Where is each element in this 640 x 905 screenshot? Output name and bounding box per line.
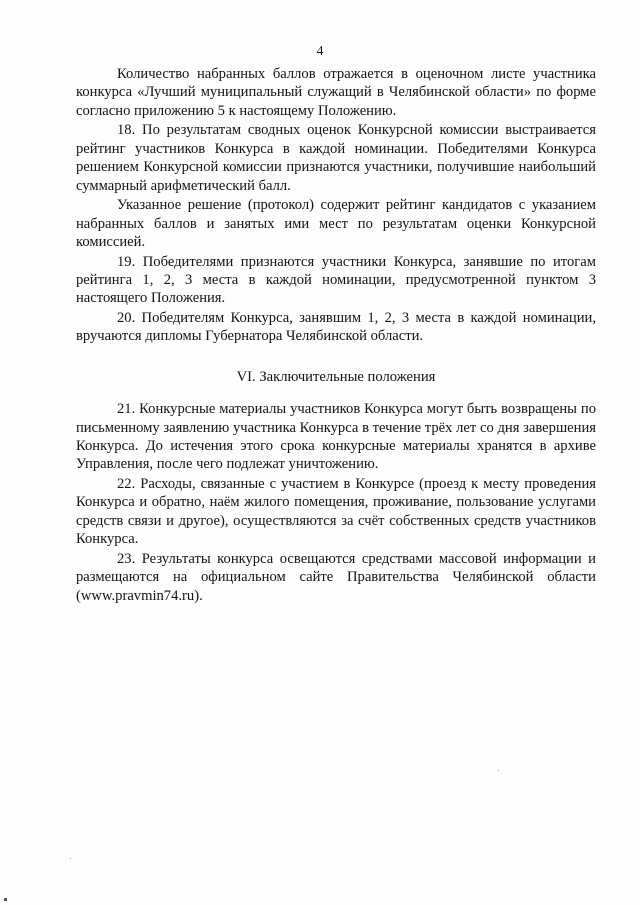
scan-speck (4, 898, 7, 901)
scan-speck (70, 858, 71, 859)
paragraph-19: 19. Победителями признаются участники Конкурса, занявшие по итогам рейтинга 1, 2, 3 места в каждой номинации, предусмотренной пунктом 3 настоящего Положения. (76, 253, 596, 307)
section-heading: VI. Заключительные положения (236, 368, 436, 385)
page-number: 4 (316, 44, 324, 59)
document-body (76, 65, 596, 606)
paragraph-18: 18. По результатам сводных оценок Конкурсной комиссии выстраивается рейтинг участников Конкурса в каждой номинации. Победителями Конкурса решением Конкурсной комиссии признаются участники, получившие наибольший суммарный арифметический балл. (76, 122, 596, 194)
paragraph-points-count: Количество набранных баллов отражается в оценочном листе участника конкурса «Лучший муниципальный служащий в Челябинской области» по форме согласно приложению 5 к настоящему Положению. (76, 66, 596, 119)
paragraph-20: 20. Победителям Конкурса, занявшим 1, 2, 3 места в каждой номинации, вручаются дипломы Губернатора Челябинской области. (76, 310, 596, 345)
paragraph-21: 21. Конкурсные материалы участников Конкурса могут быть возвращены по письменному заявлению участника Конкурса в течение трёх лет со дня завершения Конкурса. До истечения этого срока конкурсные материалы хранятся в архиве Управления, после чего подлежат уничтожению. (76, 401, 596, 473)
paragraph-22: 22. Расходы, связанные с участием в Конкурсе (проезд к месту проведения Конкурса и обратно, наём жилого помещения, проживание, пользование услугами средств связи и другое), осуществляются за счёт собственных средств участников Конкурса. (76, 476, 596, 548)
paragraph-23: 23. Результаты конкурса освещаются средствами массовой информации и размещаются на официальном сайте Правительства Челябинской области (www.pravmin74.ru). (76, 550, 596, 604)
paragraph-decision-protocol: Указанное решение (протокол) содержит рейтинг кандидатов с указанием набранных баллов и занятых ими мест по результатам оценки Конкурсной комиссией. (76, 197, 596, 251)
scan-speck (498, 770, 499, 771)
